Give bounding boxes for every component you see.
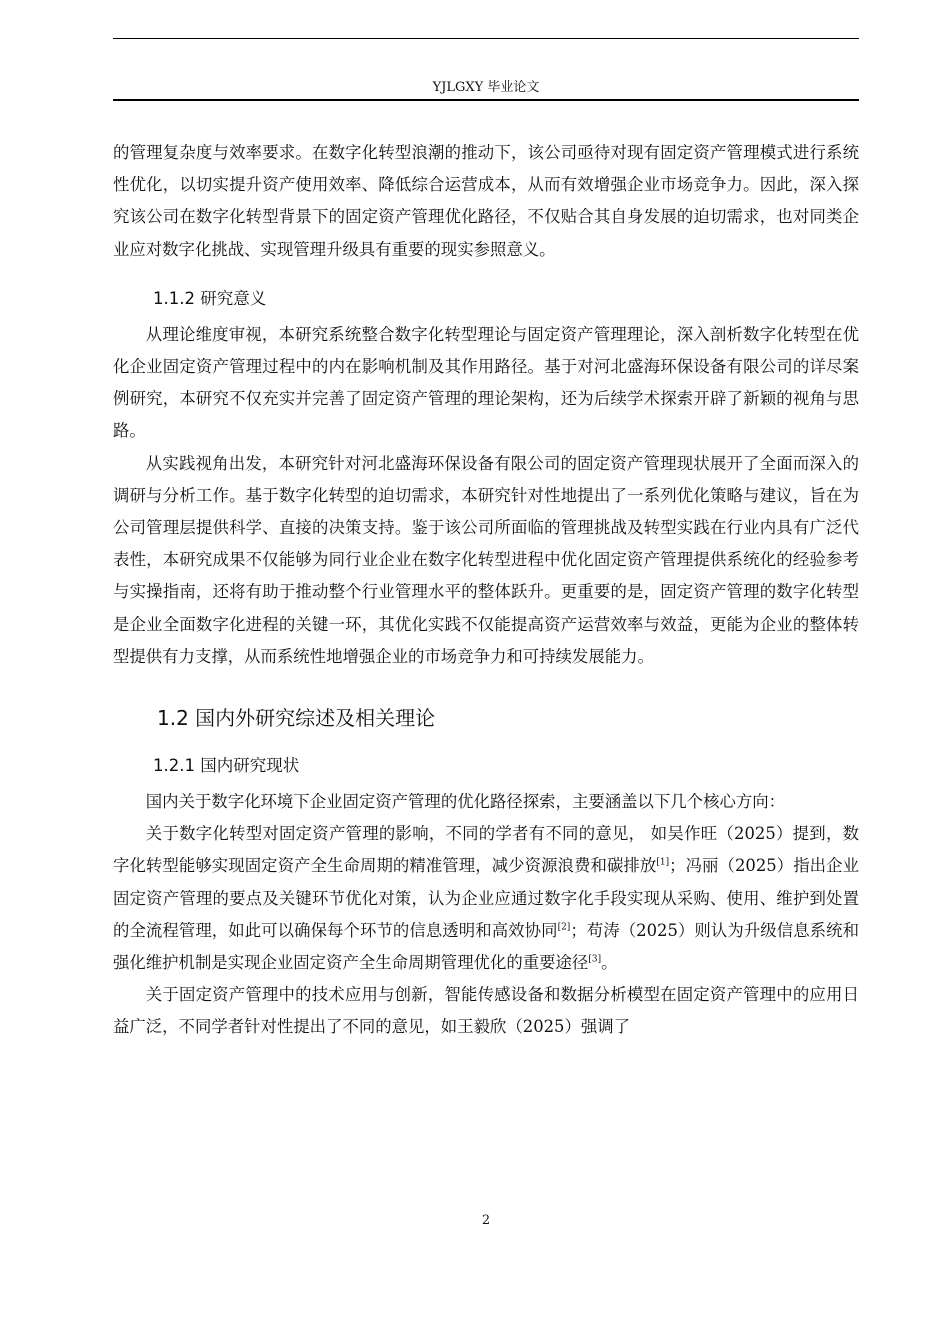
running-header: YJLGXY 毕业论文	[432, 80, 540, 95]
page-body	[113, 137, 859, 1044]
citation-2: [2]	[557, 922, 571, 933]
paragraph-practice-significance: 从实践视角出发，本研究针对河北盛海环保设备有限公司的固定资产管理现状展开了全面而深入的调研与分析工作。基于数字化转型的迫切需求，本研究针对性地提出了一系列优化策略与建议，旨在为公司管理层提供科学、直接的决策支持。鉴于该公司所面临的管理挑战及转型实践在行业内具有广泛代表性，本研究成果不仅能够为同行业企业在数字化转型进程中优化固定资产管理提供系统化的经验参考与实操指南，还将有助于推动整个行业管理水平的整体跃升。更重要的是，固定资产管理的数字化转型是企业全面数字化进程的关键一环，其优化实践不仅能提高资产运营效率与效益，更能为企业的整体转型提供有力支撑，从而系统性地增强企业的市场竞争力和可持续发展能力。	[113, 453, 859, 666]
paragraph-domestic-views	[113, 818, 859, 979]
text-segment: ；苟涛（2025）则认为升级信息系统和强化维护机制是实现企业固定资产全生命周期管理优化的重要途径	[113, 920, 859, 973]
header-rule-bottom	[113, 99, 859, 101]
citation-1: [1]	[656, 857, 670, 868]
text-segment: ；冯丽（2025）指出企业固定资产管理的要点及关键环节优化对策，认为企业应通过数字化手段实现从采购、使用、维护到处置的全流程管理，如此可以确保每个环节的信息透明和高效协同	[113, 856, 860, 940]
page-number: 2	[481, 1213, 491, 1228]
header-rule-top	[113, 38, 859, 39]
paragraph-intro-continued: 的管理复杂度与效率要求。在数字化转型浪潮的推动下，该公司亟待对现有固定资产管理模式进行系统性优化，以切实提升资产使用效率、降低综合运营成本，从而有效增强企业市场竞争力。因此，深入探究该公司在数字化转型背景下的固定资产管理优化路径，不仅贴合其自身发展的迫切需求，也对同类企业应对数字化挑战、实现管理升级具有重要的现实参照意义。	[113, 143, 859, 259]
heading-1-2: 1.2 国内外研究综述及相关理论	[157, 706, 436, 731]
heading-1-1-2: 1.1.2 研究意义	[153, 288, 267, 308]
paragraph-tech-application: 关于固定资产管理中的技术应用与创新，智能传感设备和数据分析模型在固定资产管理中的应用日益广泛，不同学者针对性提出了不同的意见，如王毅欣（2025）强调了	[113, 985, 859, 1037]
heading-1-2-1: 1.2.1 国内研究现状	[153, 756, 300, 776]
paragraph-theory-significance: 从理论维度审视，本研究系统整合数字化转型理论与固定资产管理理论，深入剖析数字化转型在优化企业固定资产管理过程中的内在影响机制及其作用路径。基于对河北盛海环保设备有限公司的详尽案例研究，本研究不仅充实并完善了固定资产管理的理论架构，还为后续学术探索开辟了新颖的视角与思路。	[113, 324, 859, 441]
citation-3: [3]	[588, 954, 602, 965]
paragraph-domestic-intro: 国内关于数字化环境下企业固定资产管理的优化路径探索，主要涵盖以下几个核心方向：	[145, 792, 786, 812]
text-segment: 关于数字化转型对固定资产管理的影响，不同的学者有不同的意见， 如吴作旺（2025）提到，数字化转型能够实现固定资产全生命周期的精准管理，减少资源浪费和碳排放	[113, 824, 859, 876]
text-segment: 。	[601, 953, 618, 973]
